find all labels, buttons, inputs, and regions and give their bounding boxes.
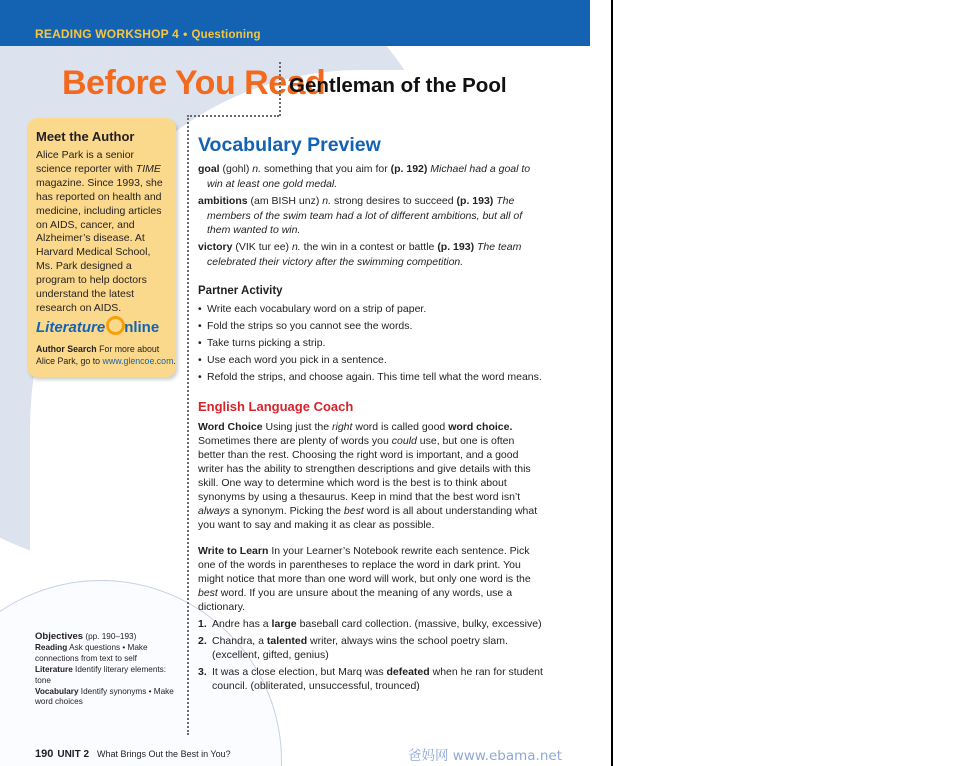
- text-span: It was a close election, but Marq was: [212, 666, 387, 678]
- exercise-item: [198, 634, 552, 662]
- header-label: [35, 27, 261, 41]
- text-span: right: [332, 421, 353, 433]
- text-span: word. If you are unsure about the meaning of any words, use a dictionary.: [198, 587, 513, 613]
- objectives-vocabulary-label: Vocabulary: [35, 686, 79, 696]
- bullet: •: [198, 303, 202, 315]
- bullet: •: [198, 354, 202, 366]
- text-span: when he ran for student council. (obliterated, unsuccessful, trounced): [212, 666, 543, 692]
- page-number: 190: [35, 748, 54, 760]
- text-span: Andre has a: [212, 618, 272, 630]
- text-span: Using just the: [262, 421, 333, 433]
- vocab-page-ref: (p. 193): [456, 195, 494, 207]
- partner-item-text: Write each vocabulary word on a strip of paper.: [207, 303, 427, 315]
- text-span: word is all about understanding what you want to say and making it as clear as possible.: [198, 505, 538, 531]
- vocab-entry-victory: [198, 240, 547, 269]
- target-word: defeated: [386, 666, 430, 678]
- vocab-part-of-speech: n.: [291, 241, 301, 253]
- partner-item: [198, 320, 412, 332]
- partner-item: [198, 354, 387, 366]
- author-search-label: Author Search: [36, 344, 97, 354]
- objectives-vocabulary: Identify synonyms • Make word choices: [35, 686, 174, 707]
- partner-item: [198, 337, 325, 349]
- vocab-word: ambitions: [198, 195, 248, 207]
- meet-the-author-box: [27, 118, 176, 377]
- english-language-coach-heading: English Language Coach: [198, 399, 354, 414]
- author-bio-text: Alice Park is a senior science reporter with: [36, 149, 136, 175]
- literature-online-logo: [36, 316, 159, 336]
- partner-item-text: Use each word you pick in a sentence.: [207, 354, 387, 366]
- objectives-reading: Ask questions • Make connections from text to self: [35, 642, 148, 663]
- column-divider: [187, 115, 189, 735]
- vocab-pronunciation: (am BISH unz): [247, 195, 323, 207]
- title-divider-vertical: [279, 62, 281, 116]
- vocab-example: Michael had a goal to win at least one gold medal.: [207, 163, 531, 190]
- text-span: best: [343, 505, 364, 517]
- vocab-word: victory: [198, 241, 233, 253]
- partner-item-text: Take turns picking a strip.: [207, 337, 326, 349]
- time-magazine: TIME: [135, 162, 161, 175]
- text-span: baseball card collection. (massive, bulky, excessive): [296, 618, 542, 630]
- workshop-label: READING WORKSHOP 4: [35, 27, 180, 41]
- vocab-page-ref: (p. 193): [437, 241, 475, 253]
- text-span: use, but one is often better than the rest. Choosing the right word is important, and a good writer has the ability to strengthen descriptions and give details with this skill. One way to determine which word is the best is to think about synonyms by using a thesaurus. Keep in mind that the best word isn’t: [198, 435, 531, 503]
- vocab-pronunciation: (gohl): [219, 163, 253, 175]
- vocab-pronunciation: (VIK tur ee): [232, 241, 292, 253]
- workshop-topic: Questioning: [191, 29, 261, 41]
- author-search-period: .: [173, 356, 176, 366]
- bullet: •: [198, 320, 202, 332]
- text-span: always: [198, 505, 231, 517]
- title-divider-horizontal: [187, 115, 279, 117]
- text-span: best: [198, 587, 218, 599]
- vocab-word: goal: [198, 163, 220, 175]
- vocab-definition: strong desires to succeed: [331, 195, 457, 207]
- logo-literature-text: Literature: [36, 319, 106, 336]
- exercise-item: [198, 617, 552, 631]
- vocab-part-of-speech: n.: [322, 195, 332, 207]
- header-separator: •: [183, 27, 188, 41]
- page-edge-divider: [611, 0, 613, 766]
- author-bio: [36, 149, 170, 316]
- objectives-pages: (pp. 190–193): [83, 632, 137, 641]
- text-span: Chandra, a: [212, 635, 267, 647]
- partner-item-text: Fold the strips so you cannot see the words.: [207, 320, 413, 332]
- objectives-heading: Objectives: [35, 631, 84, 642]
- text-span: In your Learner’s Notebook rewrite each sentence. Pick one of the words in parentheses to replace the word in dark print. You might notice that more than one word will work, but only one word is the: [198, 545, 531, 585]
- vocab-example: The members of the swim team had a lot of different ambitions, but all of them wanted to win.: [207, 195, 523, 236]
- target-word: large: [271, 618, 297, 630]
- exercise-number: 2.: [198, 635, 207, 647]
- site-watermark: 爸妈网 www.ebama.net: [408, 748, 562, 764]
- write-to-learn-label: Write to Learn: [198, 545, 269, 557]
- partner-item-text: Refold the strips, and choose again. This time tell what the word means.: [207, 371, 542, 383]
- vocab-entry-ambitions: [198, 194, 547, 238]
- vocab-example: The team celebrated their victory after the swimming competition.: [207, 241, 522, 268]
- glencoe-link[interactable]: www.glencoe.com: [102, 356, 174, 366]
- before-you-read-title: Before You Read: [62, 64, 326, 102]
- author-bio-text-2: magazine. Since 1993, she has reported on health and medicine, including articles on AIDS, cancer, and Alzheimer’s disease. At Harvard Medical School, Ms. Park designed a program to help doctors understand the latest research on AIDS.: [36, 176, 163, 314]
- header-bar: [0, 0, 590, 46]
- author-search-note: [36, 343, 176, 367]
- vocab-entry-goal: [198, 162, 547, 191]
- logo-online-text: nline: [124, 319, 160, 336]
- write-to-learn-paragraph: [198, 544, 543, 614]
- text-span: could: [391, 435, 417, 447]
- partner-activity-heading: Partner Activity: [198, 285, 283, 297]
- partner-item: [198, 371, 542, 383]
- text-span: Sometimes there are plenty of words you: [198, 435, 392, 447]
- vocabulary-preview-heading: Vocabulary Preview: [198, 134, 381, 156]
- online-ring-icon: [106, 316, 125, 335]
- target-word: talented: [266, 635, 308, 647]
- story-title: Gentleman of the Pool: [289, 74, 507, 97]
- vocab-definition: the win in a contest or battle: [300, 241, 438, 253]
- vocab-part-of-speech: n.: [252, 163, 262, 175]
- text-span: word is called good: [352, 421, 449, 433]
- exercise-number: 3.: [198, 666, 207, 678]
- vocab-page-ref: (p. 192): [390, 163, 428, 175]
- unit-title: What Brings Out the Best in You?: [97, 749, 231, 759]
- exercise-item: [198, 665, 552, 693]
- page-footer: [35, 748, 231, 760]
- unit-label: UNIT 2: [57, 749, 90, 760]
- partner-item: [198, 303, 426, 315]
- vocab-definition: something that you aim for: [261, 163, 391, 175]
- bullet: •: [198, 371, 202, 383]
- author-box-title: Meet the Author: [36, 129, 135, 144]
- objectives-box: [35, 632, 175, 708]
- exercise-number: 1.: [198, 618, 207, 630]
- objectives-literature-label: Literature: [35, 664, 73, 674]
- word-choice-paragraph: [198, 420, 543, 532]
- objectives-literature: Identify literary elements: tone: [35, 664, 167, 685]
- objectives-reading-label: Reading: [35, 642, 68, 652]
- author-search-text: For more about Alice Park, go to: [36, 344, 160, 366]
- word-choice-label: Word Choice: [198, 421, 263, 433]
- text-span: writer, always wins the school poetry slam. (excellent, gifted, genius): [212, 635, 508, 661]
- text-span: word choice.: [448, 421, 513, 433]
- text-span: a synonym. Picking the: [230, 505, 344, 517]
- bullet: •: [198, 337, 202, 349]
